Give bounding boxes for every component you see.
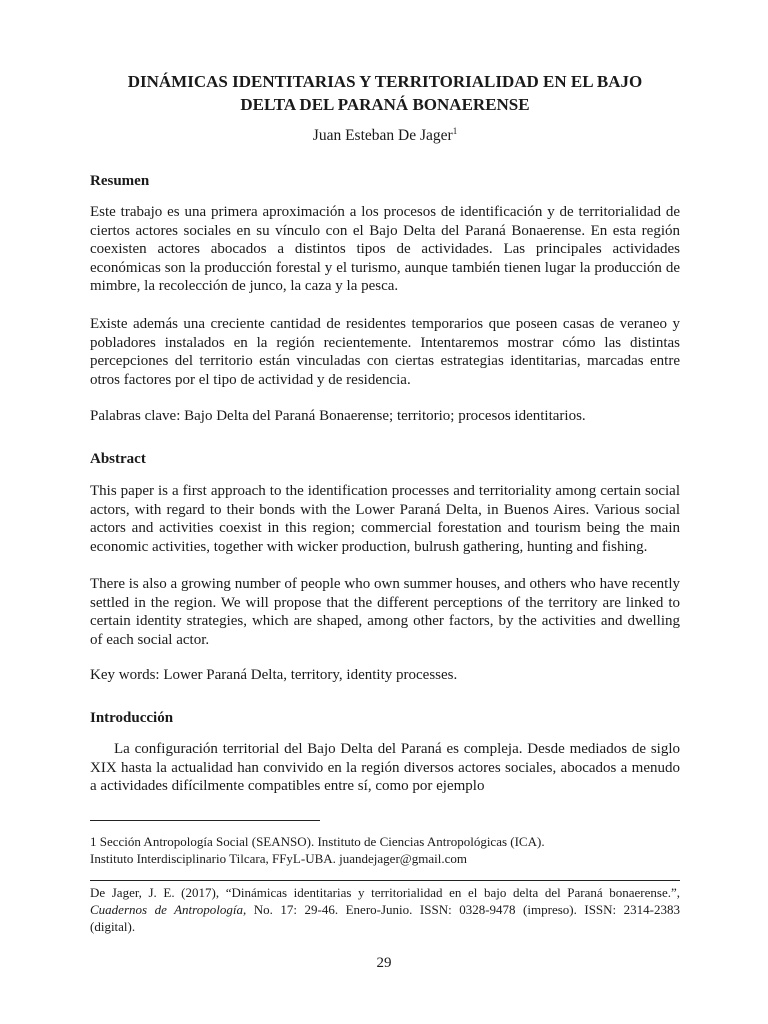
- footnote-mark: 1: [90, 834, 97, 849]
- title-line-2: DELTA DEL PARANÁ BONAERENSE: [240, 95, 530, 114]
- citation-journal: Cuadernos de Antropología,: [90, 902, 247, 917]
- page-number: 29: [376, 955, 392, 971]
- introduccion-heading: Introducción: [90, 710, 174, 726]
- resumen-paragraph-1: Este trabajo es una primera aproximación a los procesos de identificación y de territorialidad de ciertos actores sociales en su vínculo con el Bajo Delta del Paraná Bonaerense. En esta región coexisten actores abocados a distintos tipos de actividades. Las principales actividades económicas son la producción forestal y el turismo, aunque también tienen lugar la producción de mimbre, la recolección de junco, la caza y la pesca.: [90, 204, 680, 295]
- footnote: [90, 833, 680, 867]
- abstract-keywords: Key words: Lower Paraná Delta, territory, identity processes.: [90, 667, 458, 683]
- citation-prefix: De Jager, J. E. (2017), “Dinámicas identitarias y territorialidad en el bajo delta del Paraná bonaerense.”,: [90, 885, 680, 900]
- author-name: Juan Esteban De Jager: [312, 127, 453, 144]
- resumen-keywords: Palabras clave: Bajo Delta del Paraná Bonaerense; territorio; procesos identitarios.: [90, 408, 586, 424]
- abstract-paragraph-1: This paper is a first approach to the identification processes and territoriality among certain social actors, with regard to their bonds with the Lower Paraná Delta, in Buenos Aires. Various social actors and activities coexist in this region; commercial forestation and tourism being the main economic activities, together with wicker production, bulrush gathering, hunting and fishing.: [90, 483, 680, 555]
- author-line: [90, 126, 680, 145]
- footnote-line-2: Instituto Interdisciplinario Tilcara, FFyL-UBA. juandejager@gmail.com: [90, 851, 467, 866]
- abstract-paragraph-2: There is also a growing number of people who own summer houses, and others who have recently settled in the region. We will propose that the different perceptions of the territory are linked to certain identity strategies, which are shaped, among other factors, by the activities and dwelling of each social actor.: [90, 576, 680, 648]
- resumen-heading: Resumen: [90, 173, 150, 189]
- abstract-heading: Abstract: [90, 451, 146, 467]
- author-footnote-mark[interactable]: 1: [452, 126, 458, 136]
- title-line-1: DINÁMICAS IDENTITARIAS Y TERRITORIALIDAD EN EL BAJO: [127, 72, 643, 91]
- introduccion-paragraph-1: La configuración territorial del Bajo Delta del Paraná es compleja. Desde mediados de siglo XIX hasta la actualidad han convivido en la región diversos actores sociales, abocados a menudo a actividades difícilmente compatibles entre sí, como por ejemplo: [90, 741, 680, 795]
- footnote-separator: [90, 820, 320, 821]
- citation: [90, 884, 680, 935]
- citation-separator: [90, 880, 680, 881]
- resumen-paragraph-2: Existe además una creciente cantidad de residentes temporarios que poseen casas de veraneo y pobladores instalados en la región recientemente. Intentaremos mostrar cómo las distintas percepciones del territorio están vinculadas con ciertas estrategias identitarias, marcadas entre otros factores por el tipo de actividad y de residencia.: [90, 316, 680, 388]
- article-title: [90, 70, 680, 116]
- footnote-line-1: Sección Antropología Social (SEANSO). Instituto de Ciencias Antropológicas (ICA).: [99, 834, 545, 849]
- citation-suffix: No. 17: 29-46. Enero-Junio. ISSN: 0328-9478 (impreso). ISSN: 2314-2383 (digital).: [90, 902, 680, 934]
